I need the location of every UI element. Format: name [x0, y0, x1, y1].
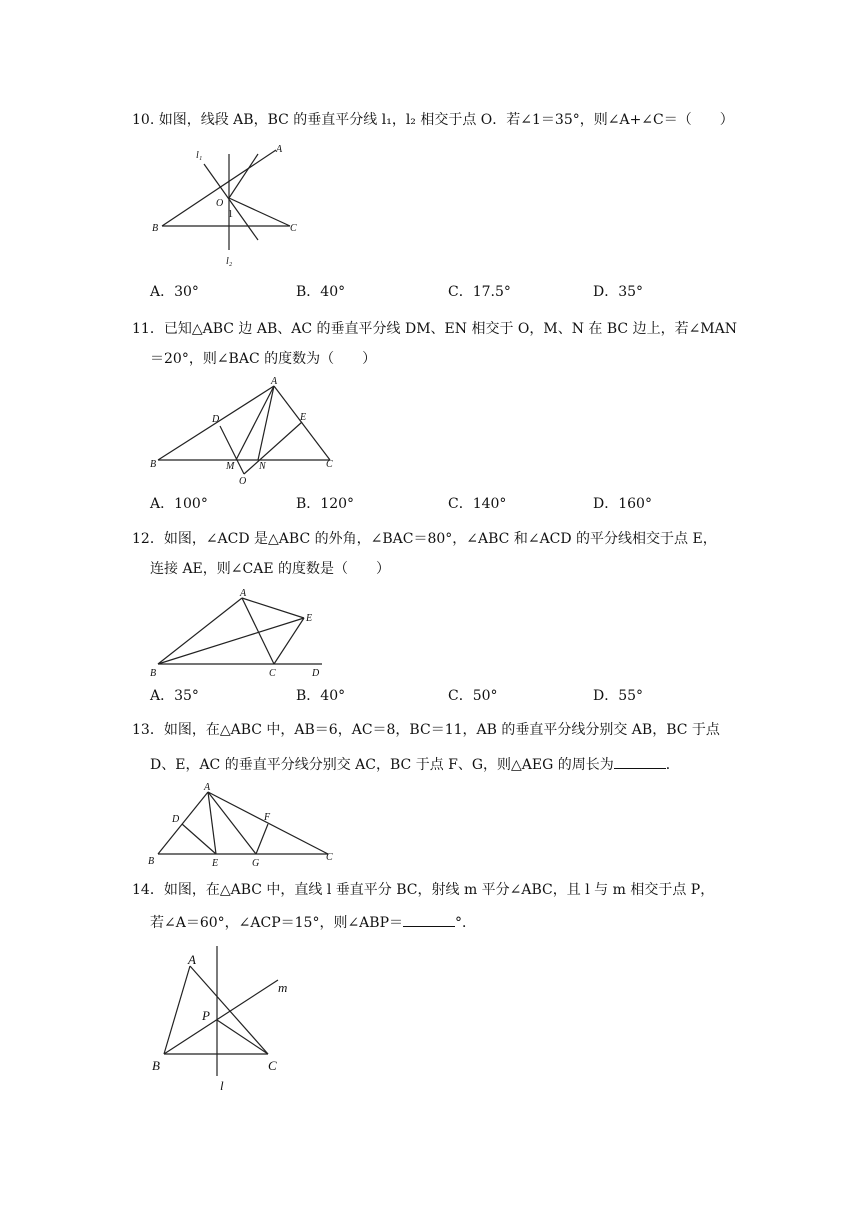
- segment-ba: [158, 792, 208, 854]
- question-12-figure: [140, 586, 340, 681]
- question-12-line-1: 12．如图，∠ACD 是△ABC 的外角，∠BAC＝80°，∠ABC 和∠ACD 的平分线相交于点 E，: [132, 531, 717, 547]
- question-14-line-2-end: °．: [455, 915, 476, 931]
- label-l1: l₁: [196, 150, 203, 161]
- label-b: B: [152, 1058, 160, 1073]
- label-b: B: [150, 668, 157, 679]
- segment-ba: [158, 598, 242, 664]
- segment-ce: [274, 618, 304, 664]
- question-13-figure: [140, 780, 350, 870]
- question-12-option-c[interactable]: C．50°: [448, 688, 498, 704]
- label-a: A: [271, 376, 278, 387]
- label-a: A: [188, 952, 196, 967]
- label-c: C: [269, 668, 276, 679]
- segment-ac: [208, 792, 328, 854]
- label-a: A: [240, 588, 247, 599]
- answer-blank[interactable]: [403, 912, 455, 927]
- line-fg: [256, 824, 268, 854]
- question-12-option-b[interactable]: B．40°: [296, 688, 346, 704]
- question-10-option-b[interactable]: B．40°: [296, 284, 346, 300]
- question-11-option-c[interactable]: C．140°: [448, 496, 507, 512]
- line-en: [244, 422, 302, 474]
- question-11-figure: [140, 376, 350, 486]
- label-e: E: [212, 858, 219, 869]
- label-l2: l₂: [226, 256, 233, 267]
- label-p: P: [202, 1008, 210, 1023]
- label-l: l: [220, 1078, 224, 1093]
- label-c: C: [290, 223, 297, 234]
- label-b: B: [148, 856, 155, 867]
- question-10-figure: [140, 140, 310, 270]
- question-11-line-1: 11．已知△ABC 边 AB、AC 的垂直平分线 DM、EN 相交于 O，M、N 在 BC 边上，若∠MAN: [132, 321, 737, 337]
- question-13-line-2-end: ．: [665, 757, 680, 773]
- question-10-option-d[interactable]: D．35°: [593, 284, 644, 300]
- question-13-line-2: [150, 754, 680, 775]
- label-angle-1: 1: [228, 209, 233, 220]
- question-14-line-1: 14．如图，在△ABC 中，直线 l 垂直平分 BC，射线 m 平分∠ABC，且 l 与 m 相交于点 P，: [132, 882, 715, 898]
- label-c: C: [268, 1058, 277, 1073]
- label-a: A: [204, 782, 211, 793]
- label-c: C: [326, 852, 333, 863]
- segment-ac: [242, 598, 274, 664]
- question-12-option-d[interactable]: D．55°: [593, 688, 644, 704]
- segment-ae: [242, 598, 304, 618]
- question-14-line-2-text: 若∠A＝60°，∠ACP＝15°，则∠ABP＝: [150, 915, 403, 931]
- label-d: D: [212, 414, 220, 425]
- question-13-line-2-text: D、E，AC 的垂直平分线分别交 AC，BC 于点 F、G，则△AEG 的周长为: [150, 757, 614, 773]
- label-e: E: [300, 412, 307, 423]
- question-10-option-a[interactable]: A．30°: [150, 284, 199, 300]
- question-11-option-a[interactable]: A．100°: [150, 496, 208, 512]
- question-10-option-c[interactable]: C．17.5°: [448, 284, 511, 300]
- label-d: D: [312, 668, 320, 679]
- question-14-figure: [140, 940, 310, 1093]
- label-g: G: [252, 858, 260, 869]
- answer-blank[interactable]: [614, 754, 666, 769]
- segment-ac: [274, 386, 330, 460]
- label-e: E: [306, 613, 313, 624]
- segment-ba: [162, 150, 276, 226]
- question-14-line-2: [150, 912, 476, 933]
- label-b: B: [150, 459, 157, 470]
- ray-m: [164, 980, 278, 1054]
- question-10-line-1: 10. 如图，线段 AB，BC 的垂直平分线 l₁，l₂ 相交于点 O．若∠1＝35°，则∠A+∠C＝（ ）: [132, 112, 734, 128]
- label-f: F: [264, 812, 271, 823]
- label-n: N: [259, 461, 266, 472]
- question-11-option-d[interactable]: D．160°: [593, 496, 652, 512]
- label-m: M: [226, 461, 235, 472]
- question-13-line-1: 13．如图，在△ABC 中，AB＝6，AC＝8，BC＝11，AB 的垂直平分线分别交 AB，BC 于点: [132, 722, 720, 738]
- label-b: B: [152, 223, 159, 234]
- question-11-line-2: ＝20°，则∠BAC 的度数为（ ）: [150, 351, 377, 367]
- label-a: A: [276, 144, 283, 155]
- question-11-option-b[interactable]: B．120°: [296, 496, 355, 512]
- label-m: m: [278, 980, 288, 995]
- label-c: C: [326, 459, 333, 470]
- segment-ba: [164, 966, 190, 1054]
- question-12-option-a[interactable]: A．35°: [150, 688, 199, 704]
- label-o: O: [239, 476, 247, 487]
- segment-be: [158, 618, 304, 664]
- label-d: D: [172, 814, 180, 825]
- label-o: O: [216, 198, 224, 209]
- line-de: [182, 824, 216, 854]
- segment-oa: [229, 154, 258, 198]
- line-l1: [204, 164, 258, 240]
- question-12-line-2: 连接 AE，则∠CAE 的度数是（ ）: [150, 561, 391, 577]
- segment-am: [236, 386, 274, 460]
